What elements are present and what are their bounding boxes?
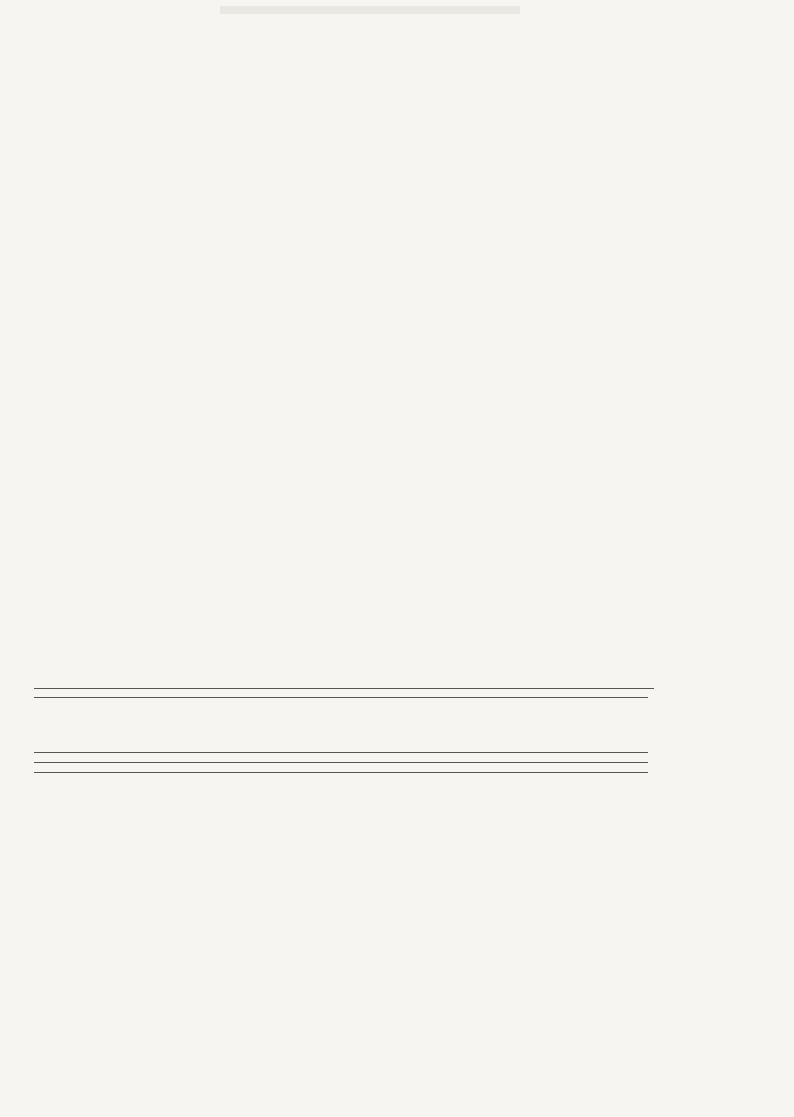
- answer-line: [34, 697, 648, 698]
- answer-line: [34, 688, 654, 689]
- answer-line: [34, 752, 648, 753]
- answer-line: [34, 762, 648, 763]
- scan-artifact: [220, 6, 520, 14]
- answer-line: [34, 772, 648, 773]
